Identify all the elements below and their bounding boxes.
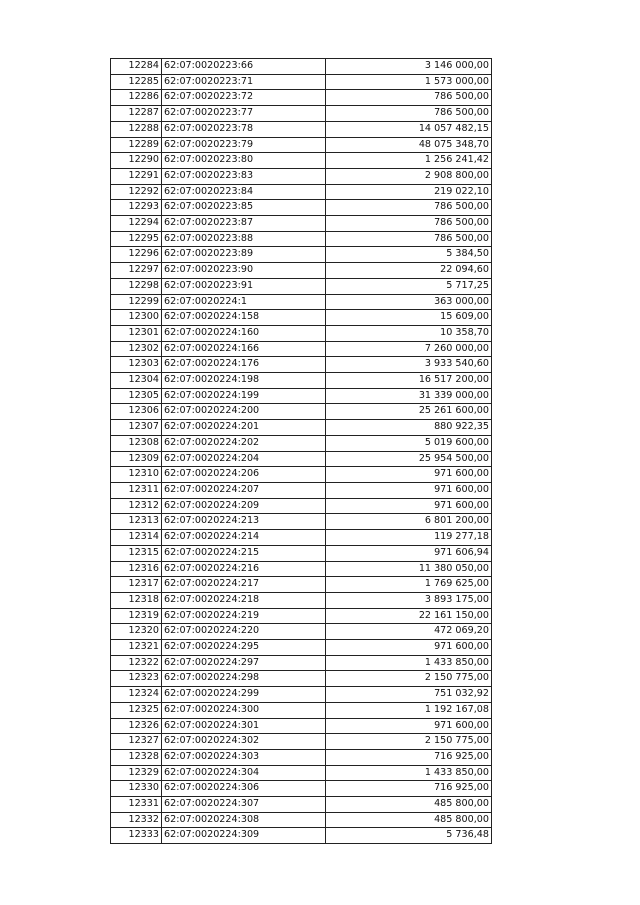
value-cell: 786 500,00 xyxy=(326,106,492,122)
cadastral-number-cell: 62:07:0020224:309 xyxy=(162,828,326,844)
value-cell: 3 146 000,00 xyxy=(326,59,492,75)
row-number-cell: 12333 xyxy=(111,828,162,844)
row-number-cell: 12330 xyxy=(111,781,162,797)
table-row xyxy=(111,388,492,404)
table-row xyxy=(111,231,492,247)
row-number-cell: 12305 xyxy=(111,388,162,404)
value-cell: 22 094,60 xyxy=(326,263,492,279)
cadastral-number-cell: 62:07:0020223:88 xyxy=(162,231,326,247)
cadastral-number-cell: 62:07:0020223:85 xyxy=(162,200,326,216)
cadastral-number-cell: 62:07:0020224:297 xyxy=(162,655,326,671)
table-row xyxy=(111,294,492,310)
row-number-cell: 12291 xyxy=(111,168,162,184)
value-cell: 31 339 000,00 xyxy=(326,388,492,404)
cadastral-number-cell: 62:07:0020224:308 xyxy=(162,812,326,828)
table-row xyxy=(111,467,492,483)
table-row xyxy=(111,216,492,232)
row-number-cell: 12296 xyxy=(111,247,162,263)
value-cell: 7 260 000,00 xyxy=(326,341,492,357)
row-number-cell: 12326 xyxy=(111,718,162,734)
row-number-cell: 12327 xyxy=(111,734,162,750)
cadastral-number-cell: 62:07:0020224:306 xyxy=(162,781,326,797)
cadastral-number-cell: 62:07:0020224:215 xyxy=(162,545,326,561)
value-cell: 786 500,00 xyxy=(326,216,492,232)
table-row xyxy=(111,168,492,184)
table-row xyxy=(111,420,492,436)
row-number-cell: 12301 xyxy=(111,325,162,341)
cadastral-number-cell: 62:07:0020224:207 xyxy=(162,482,326,498)
table-row xyxy=(111,655,492,671)
row-number-cell: 12317 xyxy=(111,577,162,593)
table-row xyxy=(111,263,492,279)
value-cell: 485 800,00 xyxy=(326,812,492,828)
row-number-cell: 12332 xyxy=(111,812,162,828)
value-cell: 971 600,00 xyxy=(326,467,492,483)
cadastral-number-cell: 62:07:0020223:89 xyxy=(162,247,326,263)
value-cell: 48 075 348,70 xyxy=(326,137,492,153)
value-cell: 1 256 241,42 xyxy=(326,153,492,169)
table-row xyxy=(111,812,492,828)
value-cell: 119 277,18 xyxy=(326,530,492,546)
cadastral-number-cell: 62:07:0020224:201 xyxy=(162,420,326,436)
value-cell: 485 800,00 xyxy=(326,797,492,813)
cadastral-number-cell: 62:07:0020224:166 xyxy=(162,341,326,357)
value-cell: 971 606,94 xyxy=(326,545,492,561)
value-cell: 5 019 600,00 xyxy=(326,435,492,451)
table-row xyxy=(111,561,492,577)
row-number-cell: 12316 xyxy=(111,561,162,577)
cadastral-number-cell: 62:07:0020224:214 xyxy=(162,530,326,546)
cadastral-number-cell: 62:07:0020224:304 xyxy=(162,765,326,781)
table-row xyxy=(111,106,492,122)
table-row xyxy=(111,137,492,153)
value-cell: 971 600,00 xyxy=(326,498,492,514)
table-row xyxy=(111,200,492,216)
cadastral-number-cell: 62:07:0020223:87 xyxy=(162,216,326,232)
cadastral-number-cell: 62:07:0020224:299 xyxy=(162,687,326,703)
value-cell: 1 433 850,00 xyxy=(326,655,492,671)
cadastral-value-table xyxy=(110,58,492,844)
table-row xyxy=(111,435,492,451)
row-number-cell: 12303 xyxy=(111,357,162,373)
cadastral-number-cell: 62:07:0020224:302 xyxy=(162,734,326,750)
value-cell: 15 609,00 xyxy=(326,310,492,326)
cadastral-number-cell: 62:07:0020224:307 xyxy=(162,797,326,813)
row-number-cell: 12322 xyxy=(111,655,162,671)
cadastral-number-cell: 62:07:0020223:77 xyxy=(162,106,326,122)
row-number-cell: 12320 xyxy=(111,624,162,640)
cadastral-number-cell: 62:07:0020224:199 xyxy=(162,388,326,404)
value-cell: 25 954 500,00 xyxy=(326,451,492,467)
table-row xyxy=(111,734,492,750)
value-cell: 786 500,00 xyxy=(326,90,492,106)
table-row xyxy=(111,545,492,561)
row-number-cell: 12325 xyxy=(111,702,162,718)
table-row xyxy=(111,74,492,90)
table-row xyxy=(111,153,492,169)
cadastral-number-cell: 62:07:0020223:79 xyxy=(162,137,326,153)
table-row xyxy=(111,278,492,294)
cadastral-number-cell: 62:07:0020223:80 xyxy=(162,153,326,169)
table-row xyxy=(111,749,492,765)
row-number-cell: 12287 xyxy=(111,106,162,122)
value-cell: 786 500,00 xyxy=(326,200,492,216)
row-number-cell: 12323 xyxy=(111,671,162,687)
value-cell: 3 893 175,00 xyxy=(326,592,492,608)
table-row xyxy=(111,781,492,797)
cadastral-number-cell: 62:07:0020223:78 xyxy=(162,121,326,137)
value-cell: 880 922,35 xyxy=(326,420,492,436)
row-number-cell: 12285 xyxy=(111,74,162,90)
row-number-cell: 12324 xyxy=(111,687,162,703)
row-number-cell: 12308 xyxy=(111,435,162,451)
table-row xyxy=(111,498,492,514)
row-number-cell: 12288 xyxy=(111,121,162,137)
row-number-cell: 12329 xyxy=(111,765,162,781)
table-row xyxy=(111,247,492,263)
cadastral-number-cell: 62:07:0020224:301 xyxy=(162,718,326,734)
row-number-cell: 12328 xyxy=(111,749,162,765)
value-cell: 716 925,00 xyxy=(326,749,492,765)
table-row xyxy=(111,640,492,656)
value-cell: 25 261 600,00 xyxy=(326,404,492,420)
value-cell: 1 769 625,00 xyxy=(326,577,492,593)
row-number-cell: 12319 xyxy=(111,608,162,624)
value-cell: 16 517 200,00 xyxy=(326,373,492,389)
cadastral-number-cell: 62:07:0020224:303 xyxy=(162,749,326,765)
value-cell: 2 150 775,00 xyxy=(326,671,492,687)
row-number-cell: 12293 xyxy=(111,200,162,216)
value-cell: 5 384,50 xyxy=(326,247,492,263)
table-row xyxy=(111,530,492,546)
row-number-cell: 12321 xyxy=(111,640,162,656)
row-number-cell: 12286 xyxy=(111,90,162,106)
table-row xyxy=(111,577,492,593)
row-number-cell: 12298 xyxy=(111,278,162,294)
value-cell: 786 500,00 xyxy=(326,231,492,247)
cadastral-number-cell: 62:07:0020224:1 xyxy=(162,294,326,310)
value-cell: 14 057 482,15 xyxy=(326,121,492,137)
row-number-cell: 12306 xyxy=(111,404,162,420)
table-row xyxy=(111,608,492,624)
row-number-cell: 12313 xyxy=(111,514,162,530)
value-cell: 971 600,00 xyxy=(326,482,492,498)
table-row xyxy=(111,797,492,813)
table-row xyxy=(111,702,492,718)
value-cell: 971 600,00 xyxy=(326,640,492,656)
table-row xyxy=(111,357,492,373)
table-row xyxy=(111,404,492,420)
row-number-cell: 12310 xyxy=(111,467,162,483)
value-cell: 6 801 200,00 xyxy=(326,514,492,530)
table-row xyxy=(111,687,492,703)
row-number-cell: 12300 xyxy=(111,310,162,326)
table-row xyxy=(111,184,492,200)
value-cell: 716 925,00 xyxy=(326,781,492,797)
cadastral-number-cell: 62:07:0020223:72 xyxy=(162,90,326,106)
cadastral-number-cell: 62:07:0020224:220 xyxy=(162,624,326,640)
table-row xyxy=(111,373,492,389)
table-row xyxy=(111,765,492,781)
value-cell: 1 192 167,08 xyxy=(326,702,492,718)
value-cell: 5 736,48 xyxy=(326,828,492,844)
value-cell: 363 000,00 xyxy=(326,294,492,310)
cadastral-number-cell: 62:07:0020224:213 xyxy=(162,514,326,530)
cadastral-number-cell: 62:07:0020224:218 xyxy=(162,592,326,608)
cadastral-number-cell: 62:07:0020224:160 xyxy=(162,325,326,341)
cadastral-number-cell: 62:07:0020223:90 xyxy=(162,263,326,279)
cadastral-number-cell: 62:07:0020224:298 xyxy=(162,671,326,687)
value-cell: 5 717,25 xyxy=(326,278,492,294)
cadastral-number-cell: 62:07:0020224:158 xyxy=(162,310,326,326)
table-row xyxy=(111,671,492,687)
table-row xyxy=(111,121,492,137)
value-cell: 1 433 850,00 xyxy=(326,765,492,781)
row-number-cell: 12314 xyxy=(111,530,162,546)
value-cell: 2 908 800,00 xyxy=(326,168,492,184)
table-row xyxy=(111,514,492,530)
table-row xyxy=(111,90,492,106)
cadastral-number-cell: 62:07:0020224:200 xyxy=(162,404,326,420)
row-number-cell: 12299 xyxy=(111,294,162,310)
value-cell: 472 069,20 xyxy=(326,624,492,640)
row-number-cell: 12297 xyxy=(111,263,162,279)
row-number-cell: 12294 xyxy=(111,216,162,232)
row-number-cell: 12289 xyxy=(111,137,162,153)
cadastral-number-cell: 62:07:0020224:216 xyxy=(162,561,326,577)
row-number-cell: 12307 xyxy=(111,420,162,436)
cadastral-number-cell: 62:07:0020224:198 xyxy=(162,373,326,389)
table-row xyxy=(111,451,492,467)
value-cell: 22 161 150,00 xyxy=(326,608,492,624)
table-row xyxy=(111,828,492,844)
row-number-cell: 12309 xyxy=(111,451,162,467)
row-number-cell: 12315 xyxy=(111,545,162,561)
cadastral-number-cell: 62:07:0020224:204 xyxy=(162,451,326,467)
row-number-cell: 12290 xyxy=(111,153,162,169)
cadastral-number-cell: 62:07:0020224:217 xyxy=(162,577,326,593)
cadastral-number-cell: 62:07:0020224:295 xyxy=(162,640,326,656)
cadastral-number-cell: 62:07:0020223:71 xyxy=(162,74,326,90)
cadastral-number-cell: 62:07:0020223:91 xyxy=(162,278,326,294)
table-body xyxy=(111,59,492,844)
cadastral-number-cell: 62:07:0020223:84 xyxy=(162,184,326,200)
value-cell: 971 600,00 xyxy=(326,718,492,734)
value-cell: 219 022,10 xyxy=(326,184,492,200)
row-number-cell: 12295 xyxy=(111,231,162,247)
row-number-cell: 12292 xyxy=(111,184,162,200)
cadastral-number-cell: 62:07:0020223:83 xyxy=(162,168,326,184)
row-number-cell: 12304 xyxy=(111,373,162,389)
row-number-cell: 12331 xyxy=(111,797,162,813)
cadastral-number-cell: 62:07:0020223:66 xyxy=(162,59,326,75)
cadastral-number-cell: 62:07:0020224:176 xyxy=(162,357,326,373)
table-row xyxy=(111,341,492,357)
value-cell: 1 573 000,00 xyxy=(326,74,492,90)
cadastral-number-cell: 62:07:0020224:209 xyxy=(162,498,326,514)
table-row xyxy=(111,592,492,608)
value-cell: 751 032,92 xyxy=(326,687,492,703)
value-cell: 2 150 775,00 xyxy=(326,734,492,750)
row-number-cell: 12284 xyxy=(111,59,162,75)
row-number-cell: 12302 xyxy=(111,341,162,357)
cadastral-number-cell: 62:07:0020224:300 xyxy=(162,702,326,718)
table-row xyxy=(111,310,492,326)
table-row xyxy=(111,59,492,75)
row-number-cell: 12318 xyxy=(111,592,162,608)
cadastral-number-cell: 62:07:0020224:206 xyxy=(162,467,326,483)
table-row xyxy=(111,325,492,341)
cadastral-number-cell: 62:07:0020224:219 xyxy=(162,608,326,624)
table-row xyxy=(111,718,492,734)
table-row xyxy=(111,624,492,640)
value-cell: 3 933 540,60 xyxy=(326,357,492,373)
value-cell: 11 380 050,00 xyxy=(326,561,492,577)
table-row xyxy=(111,482,492,498)
row-number-cell: 12312 xyxy=(111,498,162,514)
value-cell: 10 358,70 xyxy=(326,325,492,341)
row-number-cell: 12311 xyxy=(111,482,162,498)
cadastral-number-cell: 62:07:0020224:202 xyxy=(162,435,326,451)
